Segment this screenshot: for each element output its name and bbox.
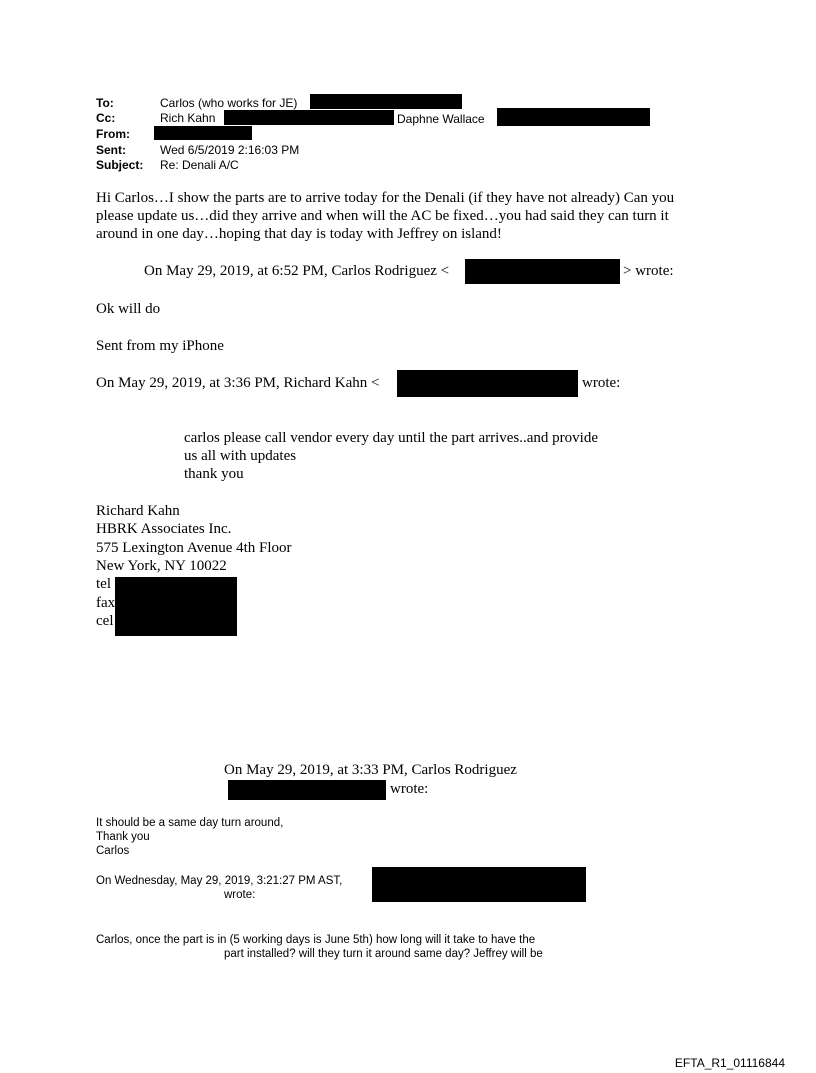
message-line: Hi Carlos…I show the parts are to arrive today for the Denali (if they have not already) Can you	[96, 190, 675, 206]
bates-number: EFTA_R1_01116844	[674, 1056, 785, 1070]
fax-label: fax	[96, 595, 116, 611]
redaction-box	[497, 108, 650, 126]
redaction-box	[228, 780, 386, 800]
signature-address: 575 Lexington Avenue 4th Floor	[96, 540, 292, 556]
cel-label: cel	[96, 613, 114, 629]
quote-header-suffix: wrote:	[224, 889, 256, 901]
cc-value-1: Rich Kahn	[160, 111, 216, 125]
quote-header: On Wednesday, May 29, 2019, 3:21:27 PM AST,	[96, 875, 343, 887]
reply-line: part installed? will they turn it around same day? Jeffrey will be	[224, 948, 543, 960]
message-line: please update us…did they arrive and when will the AC be fixed…you had said they can turn it	[96, 208, 669, 224]
reply-text: Ok will do	[96, 301, 161, 317]
reply-line: Carlos	[96, 845, 130, 857]
cc-value-2: Daphne Wallace	[397, 112, 485, 126]
redaction-box	[224, 110, 394, 125]
tel-label: tel	[96, 576, 111, 592]
subject-value: Re: Denali A/C	[160, 158, 239, 172]
reply-line: carlos please call vendor every day until the part arrives..and provide	[184, 430, 599, 446]
to-value: Carlos (who works for JE)	[160, 96, 298, 110]
redaction-box	[154, 126, 252, 140]
message-line: around in one day…hoping that day is today with Jeffrey on island!	[96, 226, 502, 242]
quote-header-suffix: wrote:	[582, 375, 621, 391]
signature-address: New York, NY 10022	[96, 558, 227, 574]
signature-name: Richard Kahn	[96, 503, 180, 519]
from-label: From:	[96, 127, 130, 141]
redaction-box	[372, 867, 586, 902]
quote-header-suffix: > wrote:	[623, 263, 674, 279]
redaction-box	[310, 94, 462, 109]
to-label: To:	[96, 96, 114, 110]
reply-line: It should be a same day turn around,	[96, 817, 284, 829]
quote-header: On May 29, 2019, at 3:33 PM, Carlos Rodriguez	[224, 762, 517, 778]
reply-line: Carlos, once the part is in (5 working days is June 5th) how long will it take to have the	[96, 934, 536, 946]
redaction-box	[465, 259, 620, 284]
sent-label: Sent:	[96, 143, 126, 157]
quote-header: On May 29, 2019, at 6:52 PM, Carlos Rodriguez <	[144, 263, 450, 279]
reply-line: Thank you	[96, 831, 150, 843]
redaction-box	[115, 577, 237, 636]
quote-header: On May 29, 2019, at 3:36 PM, Richard Kahn <	[96, 375, 380, 391]
subject-label: Subject:	[96, 158, 144, 172]
reply-line: thank you	[184, 466, 244, 482]
reply-signature: Sent from my iPhone	[96, 338, 224, 354]
cc-label: Cc:	[96, 111, 116, 125]
reply-line: us all with updates	[184, 448, 297, 464]
signature-company: HBRK Associates Inc.	[96, 521, 232, 537]
sent-value: Wed 6/5/2019 2:16:03 PM	[160, 143, 300, 157]
quote-header-suffix: wrote:	[390, 781, 429, 797]
redaction-box	[397, 370, 578, 397]
